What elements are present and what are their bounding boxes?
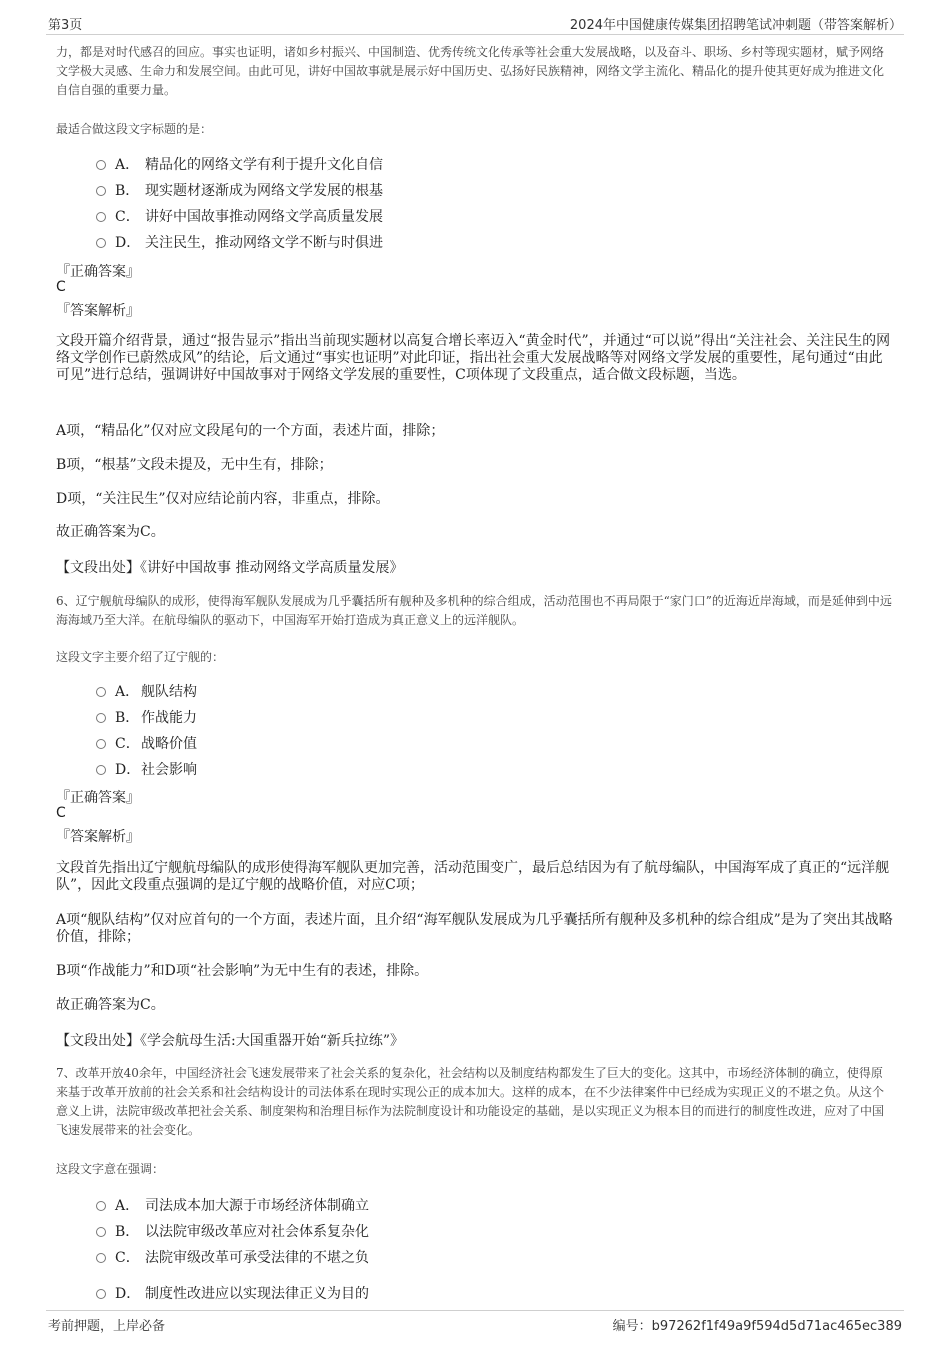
q5-analysis-d: D项，“关注民生”仅对应结论前内容，非重点，排除。 <box>56 491 390 507</box>
q7-question: 这段文字意在强调： <box>56 1162 165 1176</box>
q6-analysis-a: A项“舰队结构”仅对应首句的一个方面，表述片面，且介绍“海军舰队发展成为几乎囊括所有舰种及多机种的综合组成”是为了突出其战略价值，排除； <box>56 912 893 945</box>
q5-option-d[interactable]: D． 关注民生，推动网络文学不断与时俱进 <box>96 232 383 252</box>
q7-option-c[interactable]: C． 法院审级改革可承受法律的不堪之负 <box>96 1247 369 1267</box>
q6-answer: C <box>56 805 66 821</box>
q7-passage: 7、改革开放40余年，中国经济社会飞速发展带来了社会关系的复杂化，社会结构以及制度结构都发生了巨大的变化。这其中，市场经济体制的确立，使得原来基于改革开放前的社会关系和社会结构设计的司法体系在现时实现公正的成本加大。这样的成本，在不少法律案件中已经成为实现正义的不堪之负。从这个意义上讲，法院审级改革把社会关系、制度架构和治理目标作为法院制度设计和功能设定的基础，是以实现正义为根本目的而进行的制度性改进，应对了中国飞速发展带来的社会变化。 <box>56 1066 885 1137</box>
page-footer <box>46 1310 904 1333</box>
q6-analysis-label: 『答案解析』 <box>56 829 140 845</box>
q5-analysis-main: 文段开篇介绍背景，通过“报告显示”指出当前现实题材以高复合增长率迈入“黄金时代”，并通过“可以说”得出“关注社会、关注民生的网络文学创作已蔚然成风”的结论，后文通过“事实也证明”对此印证，指出社会重大发展战略等对网络文学发展的重要性，尾句通过“由此可见”进行总结，强调讲好中国故事对于网络文学发展的重要性，C项体现了文段重点，适合做文段标题，当选。 <box>56 333 891 383</box>
q6-source: 【文段出处】《学会航母生活:大国重器开始“新兵拉练”》 <box>56 1033 405 1049</box>
q6-option-a[interactable]: A． 舰队结构 <box>96 681 197 701</box>
q5-question: 最适合做这段文字标题的是： <box>56 122 213 136</box>
q6-analysis-conclusion: 故正确答案为C。 <box>56 997 165 1013</box>
q7-option-a[interactable]: A． 司法成本加大源于市场经济体制确立 <box>96 1195 369 1215</box>
q5-option-c[interactable]: C． 讲好中国故事推动网络文学高质量发展 <box>96 206 383 226</box>
radio-icon[interactable] <box>96 186 106 196</box>
q7-option-b[interactable]: B． 以法院审级改革应对社会体系复杂化 <box>96 1221 369 1241</box>
page-number: 第3页 <box>48 18 83 33</box>
q5-passage: 力，都是对时代感召的回应。事实也证明，诸如乡村振兴、中国制造、优秀传统文化传承等社会重大发展战略，以及奋斗、职场、乡村等现实题材，赋予网络文学极大灵感、生命力和发展空间。由此可见，讲好中国故事就是展示好中国历史、弘扬好民族精神，网络文学主流化、精品化的提升使其更好成为推进文化自信自强的重要力量。 <box>56 45 885 97</box>
radio-icon[interactable] <box>96 1201 106 1211</box>
radio-icon[interactable] <box>96 1227 106 1237</box>
document-title: 2024年中国健康传媒集团招聘笔试冲刺题（带答案解析） <box>569 18 902 33</box>
q5-analysis-a: A项，“精品化”仅对应文段尾句的一个方面，表述片面，排除； <box>56 423 445 439</box>
q5-option-b[interactable]: B． 现实题材逐渐成为网络文学发展的根基 <box>96 180 383 200</box>
document-id: 编号：b97262f1f49a9f594d5d71ac465ec389 <box>612 1319 902 1334</box>
q6-analysis-main: 文段首先指出辽宁舰航母编队的成形使得海军舰队更加完善，活动范围变广，最后总结因为有了航母编队，中国海军成了真正的“远洋舰队”，因此文段重点强调的是辽宁舰的战略价值，对应C项； <box>56 860 890 893</box>
q7-option-d[interactable]: D． 制度性改进应以实现法律正义为目的 <box>96 1283 369 1303</box>
q6-analysis-bd: B项“作战能力”和D项“社会影响”为无中生有的表述，排除。 <box>56 963 429 979</box>
q5-answer: C <box>56 279 66 295</box>
q6-answer-label: 『正确答案』 <box>56 790 140 806</box>
footer-slogan: 考前押题，上岸必备 <box>48 1319 166 1334</box>
radio-icon[interactable] <box>96 212 106 222</box>
q5-option-a[interactable]: A． 精品化的网络文学有利于提升文化自信 <box>96 154 383 174</box>
radio-icon[interactable] <box>96 739 106 749</box>
radio-icon[interactable] <box>96 238 106 248</box>
q5-source: 【文段出处】《讲好中国故事 推动网络文学高质量发展》 <box>56 560 404 576</box>
radio-icon[interactable] <box>96 160 106 170</box>
q5-answer-label: 『正确答案』 <box>56 264 140 280</box>
page-header <box>46 12 904 35</box>
q6-option-c[interactable]: C．战略价值 <box>96 733 197 753</box>
radio-icon[interactable] <box>96 1289 106 1299</box>
q5-analysis-label: 『答案解析』 <box>56 303 140 319</box>
q5-analysis-conclusion: 故正确答案为C。 <box>56 524 165 540</box>
q6-option-d[interactable]: D．社会影响 <box>96 759 197 779</box>
q5-analysis-b: B项，“根基”文段未提及，无中生有，排除； <box>56 457 333 473</box>
q6-option-b[interactable]: B． 作战能力 <box>96 707 197 727</box>
radio-icon[interactable] <box>96 687 106 697</box>
q6-question: 这段文字主要介绍了辽宁舰的： <box>56 650 225 664</box>
radio-icon[interactable] <box>96 713 106 723</box>
q6-passage: 6、辽宁舰航母编队的成形，使得海军舰队发展成为几乎囊括所有舰种及多机种的综合组成，活动范围也不再局限于“家门口”的近海近岸海域，而是延伸到中远海海域乃至大洋。在航母编队的驱动下，中国海军开始打造成为真正意义上的远洋舰队。 <box>56 594 892 627</box>
radio-icon[interactable] <box>96 1253 106 1263</box>
radio-icon[interactable] <box>96 765 106 775</box>
